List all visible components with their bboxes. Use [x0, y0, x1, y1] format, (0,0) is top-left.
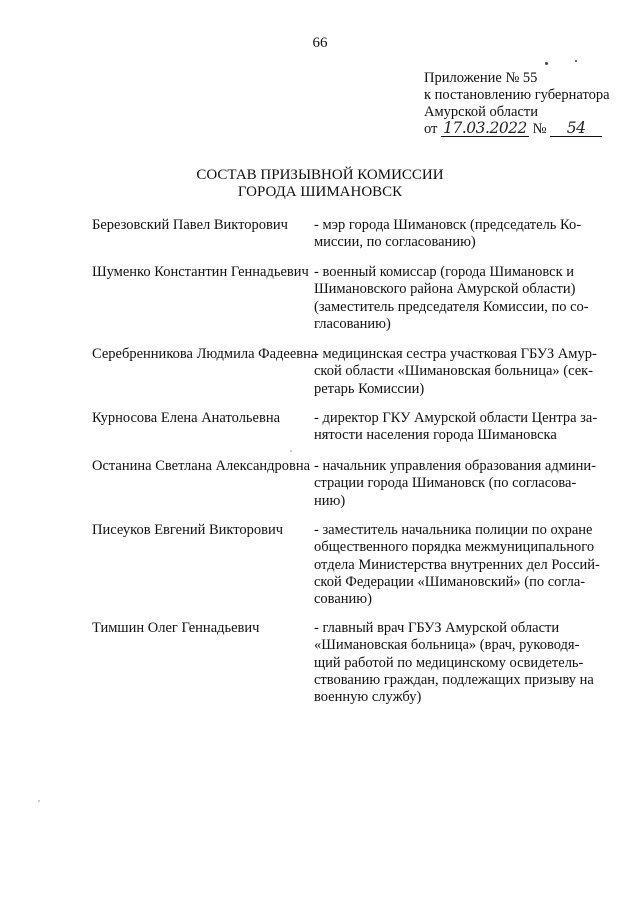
appendix-title: Приложение № 55 — [424, 70, 538, 86]
role-line: военную службу) — [314, 689, 422, 706]
role-line: - мэр города Шимановск (председатель Ко- — [314, 217, 582, 233]
role-line: - медицинская сестра участковая ГБУЗ Амур- — [314, 346, 597, 362]
role-line: ской Федерации «Шимановский» (по согла- — [314, 573, 586, 590]
role-line: гласованию) — [314, 315, 391, 332]
scan-speck — [290, 450, 292, 452]
role-line: Шимановского района Амурской области) — [314, 281, 576, 298]
title-line-1: СОСТАВ ПРИЗЫВНОЙ КОМИССИИ — [196, 167, 444, 183]
role-line: - главный врач ГБУЗ Амурской области — [314, 620, 560, 636]
appendix-date-line — [424, 121, 610, 138]
scan-speck — [575, 60, 577, 62]
role-line: щий работой по медицинскому освидетель- — [314, 654, 584, 671]
document-title — [0, 167, 640, 201]
number-label: № — [532, 121, 547, 137]
member-name: Останина Светлана Александровна — [92, 458, 311, 474]
member-role — [314, 522, 607, 608]
role-line: ской области «Шимановская больница» (сек- — [314, 363, 594, 380]
page-number: 66 — [312, 35, 328, 51]
member-name: Березовский Павел Викторович — [92, 217, 288, 233]
member-role — [314, 410, 607, 445]
role-line: сованию) — [314, 591, 372, 608]
role-line: ретарь Комиссии) — [314, 380, 425, 397]
role-line: ствованию граждан, подлежащих призыву на — [314, 671, 594, 688]
role-line: нятости населения города Шимановска — [314, 427, 557, 444]
role-line: общественного порядка межмуниципального — [314, 539, 595, 556]
member-name: Шуменко Константин Геннадьевич — [92, 264, 309, 280]
role-line: отдела Министерства внутренних дел Россий- — [314, 556, 600, 573]
member-name: Писеуков Евгений Викторович — [92, 522, 284, 538]
handwritten-date: 17.03.2022 — [441, 121, 529, 137]
handwritten-number: 54 — [550, 121, 602, 137]
title-line-2: ГОРОДА ШИМАНОВСК — [237, 184, 403, 200]
role-line: «Шимановская больница» (врач, руководя- — [314, 637, 580, 654]
scan-speck — [545, 62, 548, 65]
member-role — [314, 217, 607, 252]
role-line: страции города Шимановск (по согласова- — [314, 475, 577, 492]
member-role — [314, 346, 607, 398]
role-line: - директор ГКУ Амурской области Центра за- — [314, 410, 598, 426]
role-line: нию) — [314, 492, 346, 509]
appendix-region: Амурской области — [424, 104, 538, 120]
appendix-header — [424, 70, 610, 138]
member-role — [314, 620, 607, 706]
member-name: Серебренникова Людмила Фадеевна — [92, 346, 318, 362]
role-line: - начальник управления образования админи- — [314, 458, 597, 474]
member-role — [314, 264, 607, 333]
member-name: Курносова Елена Анатольевна — [92, 410, 281, 426]
role-line: - военный комиссар (города Шимановск и — [314, 264, 575, 280]
scan-speck — [38, 800, 40, 802]
member-name: Тимшин Олег Геннадьевич — [92, 620, 260, 636]
member-role — [314, 458, 607, 510]
appendix-reference: к постановлению губернатора — [424, 87, 610, 103]
role-line: - заместитель начальника полиции по охране — [314, 522, 593, 538]
role-line: (заместитель председателя Комиссии, по со- — [314, 298, 589, 315]
from-label: от — [424, 121, 438, 137]
role-line: миссии, по согласованию) — [314, 234, 476, 251]
